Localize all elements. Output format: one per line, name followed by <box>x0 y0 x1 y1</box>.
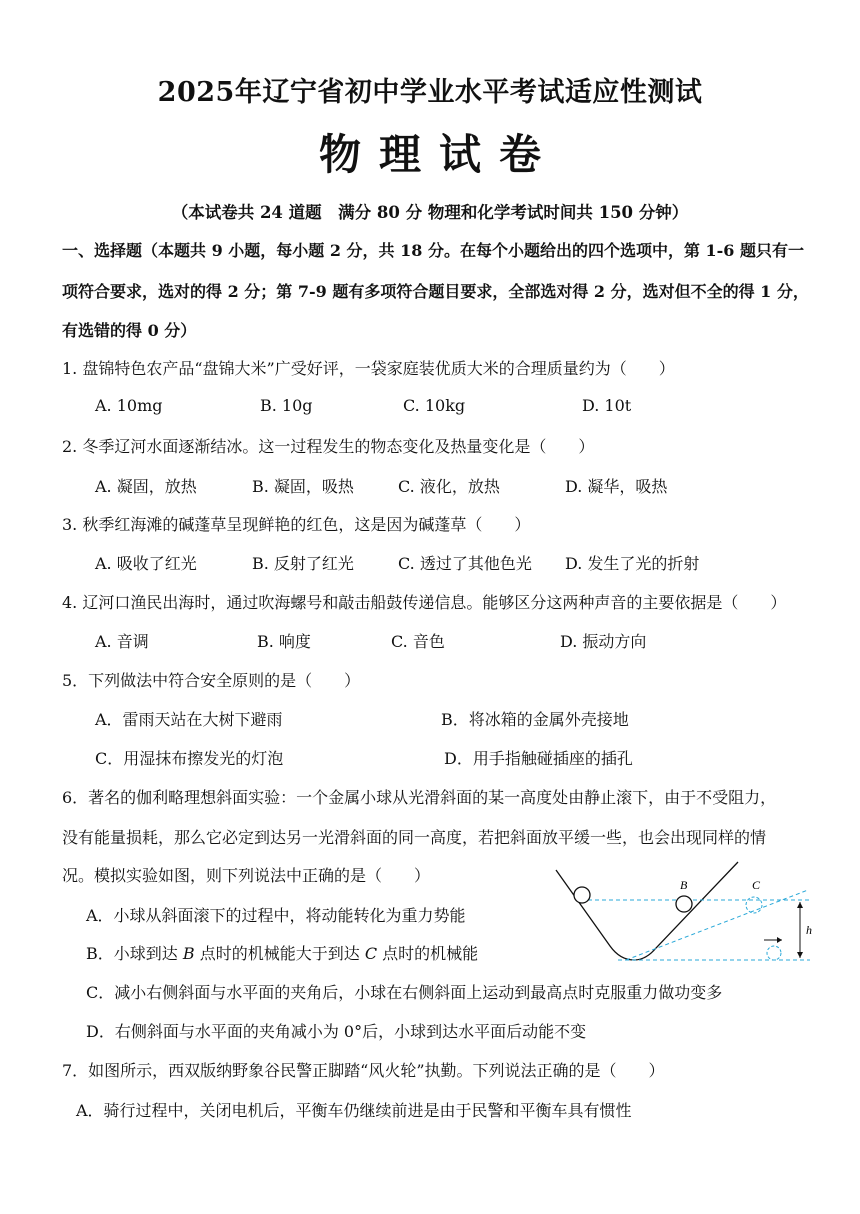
inclined-plane-diagram <box>548 860 828 972</box>
question-4-option-b: B. 响度 <box>257 632 311 651</box>
label-b: B <box>680 878 688 892</box>
height-arrow-bottom <box>797 952 803 958</box>
question-6-option-b-prefix: B．小球到达 <box>86 944 183 963</box>
question-6-line3: 况。模拟实验如图，则下列说法中正确的是（ ） <box>62 866 431 885</box>
question-6-option-b-middle: 点时的机械能大于到达 <box>194 944 365 963</box>
question-5-option-d: D．用手指触碰插座的插孔 <box>444 749 633 768</box>
ball-start <box>574 887 590 903</box>
question-2-option-c: C. 液化，放热 <box>398 477 500 496</box>
point-c-label: C <box>364 944 378 963</box>
exam-info: （本试卷共 24 道题 满分 80 分 物理和化学考试时间共 150 分钟） <box>171 203 689 222</box>
question-1-option-c: C. 10kg <box>403 396 466 415</box>
question-2-option-b: B. 凝固，吸热 <box>252 477 354 496</box>
question-2-option-d: D. 凝华，吸热 <box>565 477 668 496</box>
question-6-line1: 6．著名的伽利略理想斜面实验：一个金属小球从光滑斜面的某一高度处由静止滚下，由于不受阻力， <box>62 788 777 807</box>
question-3-option-d: D. 发生了光的折射 <box>565 554 700 573</box>
question-6-option-d: D．右侧斜面与水平面的夹角减小为 0°后，小球到达水平面后动能不变 <box>86 1022 587 1041</box>
question-5-stem: 5．下列做法中符合安全原则的是（ ） <box>62 671 361 690</box>
question-6-option-a: A．小球从斜面滚下的过程中，将动能转化为重力势能 <box>86 906 466 925</box>
question-7-option-a: A．骑行过程中，关闭电机后，平衡车仍继续前进是由于民警和平衡车具有惯性 <box>76 1101 632 1120</box>
question-4-option-d: D. 振动方向 <box>560 632 647 651</box>
question-3-option-a: A. 吸收了红光 <box>95 554 197 573</box>
ball-c <box>746 897 762 913</box>
section-instructions-line2: 项符合要求，选对的得 2 分；第 7-9 题有多项符合题目要求，全部选对得 2 分，选对但不全的得 1 分， <box>62 282 809 301</box>
ball-b <box>676 896 692 912</box>
question-4-stem: 4. 辽河口渔民出海时，通过吹海螺号和敲击船鼓传递信息。能够区分这两种声音的主要依据是（ ） <box>62 593 787 612</box>
question-4-option-c: C. 音色 <box>391 632 445 651</box>
question-1-option-d: D. 10t <box>582 396 632 415</box>
question-6-line2: 没有能量损耗，那么它必定到达另一光滑斜面的同一高度，若把斜面放平缓一些，也会出现同样的情 <box>62 828 767 847</box>
section-instructions-line1: 一、选择题（本题共 9 小题，每小题 2 分，共 18 分。在每个小题给出的四个选项中，第 1-6 题只有一 <box>62 241 805 260</box>
question-3-stem: 3. 秋季红海滩的碱蓬草呈现鲜艳的红色，这是因为碱蓬草（ ） <box>62 515 531 534</box>
section-instructions-line3: 有选错的得 0 分） <box>62 321 197 340</box>
exam-title: 2025年辽宁省初中学业水平考试适应性测试 <box>157 77 703 108</box>
height-arrow-top <box>797 902 803 908</box>
question-5-option-b: B．将冰箱的金属外壳接地 <box>441 710 629 729</box>
question-1-option-b: B. 10g <box>260 396 313 415</box>
question-7-stem: 7．如图所示，西双版纳野象谷民警正脚踏“风火轮”执勤。下列说法正确的是（ ） <box>62 1061 665 1080</box>
velocity-arrow-head <box>777 937 782 943</box>
question-2-option-a: A. 凝固，放热 <box>95 477 197 496</box>
label-c: C <box>752 878 761 892</box>
question-2-stem: 2. 冬季辽河水面逐渐结冰。这一过程发生的物态变化及热量变化是（ ） <box>62 437 595 456</box>
subject-title: 物理试卷 <box>318 130 559 179</box>
label-h: h <box>806 923 812 937</box>
question-3-option-c: C. 透过了其他色光 <box>398 554 532 573</box>
question-3-option-b: B. 反射了红光 <box>252 554 354 573</box>
ball-flat <box>767 946 781 960</box>
point-b-label: B <box>182 944 195 963</box>
question-5-option-c: C．用湿抹布擦发光的灯泡 <box>95 749 284 768</box>
question-4-option-a: A. 音调 <box>95 632 149 651</box>
v-track <box>556 862 738 960</box>
question-5-option-a: A．雷雨天站在大树下避雨 <box>95 710 283 729</box>
question-6-option-b <box>86 941 478 964</box>
question-1-option-a: A. 10mg <box>95 396 163 415</box>
question-6-option-b-suffix: 点时的机械能 <box>377 944 479 963</box>
question-1-stem: 1. 盘锦特色农产品“盘锦大米”广受好评，一袋家庭装优质大米的合理质量约为（ ） <box>62 359 675 378</box>
question-6-option-c: C．减小右侧斜面与水平面的夹角后，小球在右侧斜面上运动到最高点时克服重力做功变多 <box>86 983 723 1002</box>
